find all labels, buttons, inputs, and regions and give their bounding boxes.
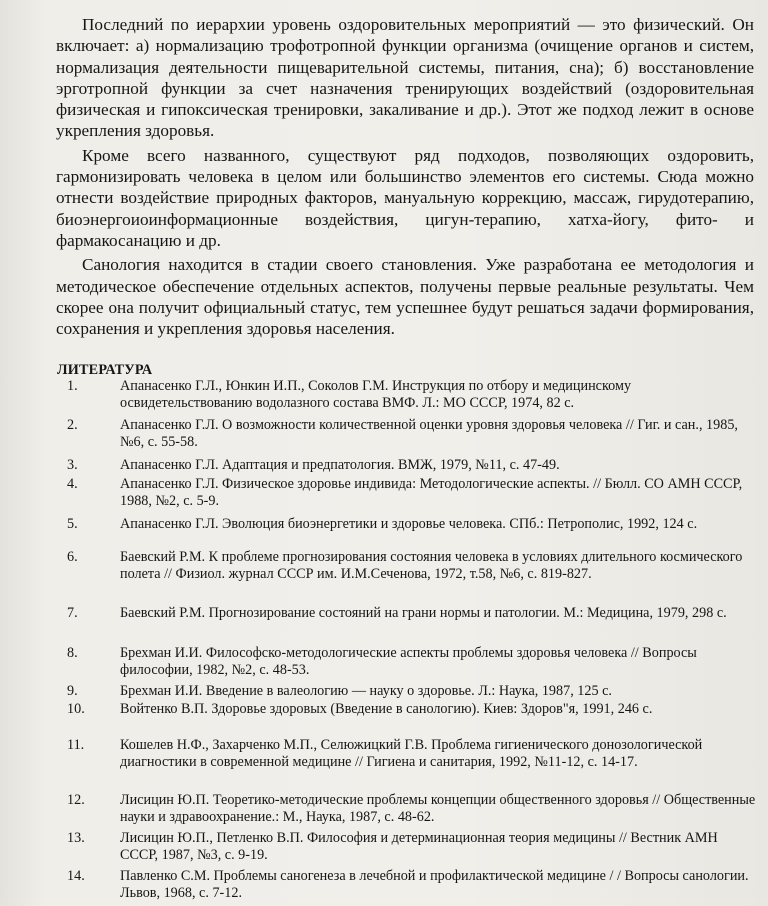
reference-text: Апанасенко Г.Л. О возможности количественной оценки уровня здоровья человека // Гиг. и сан., 1985, №6, с. 55-58. xyxy=(120,417,738,451)
reference-text: Апанасенко Г.Л. Эволюция биоэнергетики и здоровье человека. СПб.: Петрополис, 1992, 124 с. xyxy=(120,516,698,532)
reference-text: Лисицин Ю.П., Петленко В.П. Философия и детерминационная теория медицины // Вестник АМН СССР, 1987, №3, с. 9-19. xyxy=(120,830,718,864)
reference-number: 11. xyxy=(67,737,85,753)
reference-text: Брехман И.И. Философско-методологические аспекты проблемы здоровья человека // Вопросы философии, 1982, №2, с. 48-53. xyxy=(120,645,697,679)
reference-number: 1. xyxy=(67,378,78,394)
paragraph-physical-level: Последний по иерархии уровень оздоровительных мероприятий — это физический. Он включает: а) нормализацию трофотропной функции организма (очищение органов и систем, нормализация деятельности пищеварительной системы, питания, сна); б) восстановление эрготропной функции за счет назначения тренирующих воздействий (оздоровительная физическая и гипоксическая тренировки, закаливание и др.). Этот же подход лежит в основе укрепления здоровья. xyxy=(56,15,754,141)
reference-number: 12. xyxy=(67,792,85,808)
reference-text: Павленко С.М. Проблемы саногенеза в лечебной и профилактической медицине / / Вопросы санологии. Львов, 1968, с. 7-12. xyxy=(120,868,749,902)
reference-text: Брехман И.И. Введение в валеологию — науку о здоровье. Л.: Наука, 1987, 125 с. xyxy=(120,683,612,699)
paragraph-approaches: Кроме всего названного, существуют ряд подходов, позволяющих оздоровить, гармонизировать человека в целом или большинство элементов его системы. Сюда можно отнести воздействие природных факторов, мануальную коррекцию, массаж, гирудотерапию, биоэнергоиоинформационные воздействия, цигун-терапию, хатха-йогу, фито- и фармакосанацию и др. xyxy=(56,145,754,250)
reference-number: 3. xyxy=(67,457,78,473)
body-text xyxy=(56,14,754,342)
reference-text: Кошелев Н.Ф., Захарченко М.П., Селюжицкий Г.В. Проблема гигиенического донозологической диагностики в современной медицине // Гигиена и санитария, 1992, №11-12, с. 14-17. xyxy=(120,737,703,771)
reference-number: 7. xyxy=(67,605,78,621)
reference-number: 10. xyxy=(67,701,85,717)
reference-text: Апанасенко Г.Л. Адаптация и предпатология. ВМЖ, 1979, №11, с. 47-49. xyxy=(120,457,560,473)
reference-text: Баевский Р.М. К проблеме прогнозирования состояния человека в условиях длительного космического полета // Физиол. журнал СССР им. И.М.Сеченова, 1972, т.58, №6, с. 819-827. xyxy=(120,549,743,583)
reference-text: Баевский Р.М. Прогнозирование состояний на грани нормы и патологии. М.: Медицина, 1979, 298 с. xyxy=(120,605,727,621)
reference-text: Апанасенко Г.Л. Физическое здоровье индивида: Методологические аспекты. // Бюлл. СО АМН СССР, 1988, №2, с. 5-9. xyxy=(120,476,743,510)
reference-number: 6. xyxy=(67,549,78,565)
reference-number: 4. xyxy=(67,476,78,492)
reference-number: 13. xyxy=(67,830,85,846)
reference-number: 14. xyxy=(67,868,85,884)
references-heading: ЛИТЕРАТУРА xyxy=(57,362,153,378)
reference-text: Лисицин Ю.П. Теоретико-методические проблемы концепции общественного здоровья // Общественные науки и здравоохранение.: М., Наука, 1987, с. 48-62. xyxy=(120,792,756,826)
reference-number: 5. xyxy=(67,516,78,532)
paragraph-sanology: Санология находится в стадии своего становления. Уже разработана ее методология и методическое обеспечение отдельных аспектов, получены первые реальные результаты. Чем скорее она получит официальный статус, тем успешнее будут решаться задачи формирования, сохранения и укрепления здоровья населения. xyxy=(56,255,754,339)
reference-text: Войтенко В.П. Здоровье здоровых (Введение в санологию). Киев: Здоров"я, 1991, 246 с. xyxy=(120,701,653,717)
reference-number: 8. xyxy=(67,645,78,661)
reference-text: Апанасенко Г.Л., Юнкин И.П., Соколов Г.М. Инструкция по отбору и медицинскому освидетельствованию водолазного состава ВМФ. Л.: МО СССР, 1974, 82 с. xyxy=(120,378,632,412)
reference-number: 9. xyxy=(67,683,78,699)
reference-number: 2. xyxy=(67,417,78,433)
